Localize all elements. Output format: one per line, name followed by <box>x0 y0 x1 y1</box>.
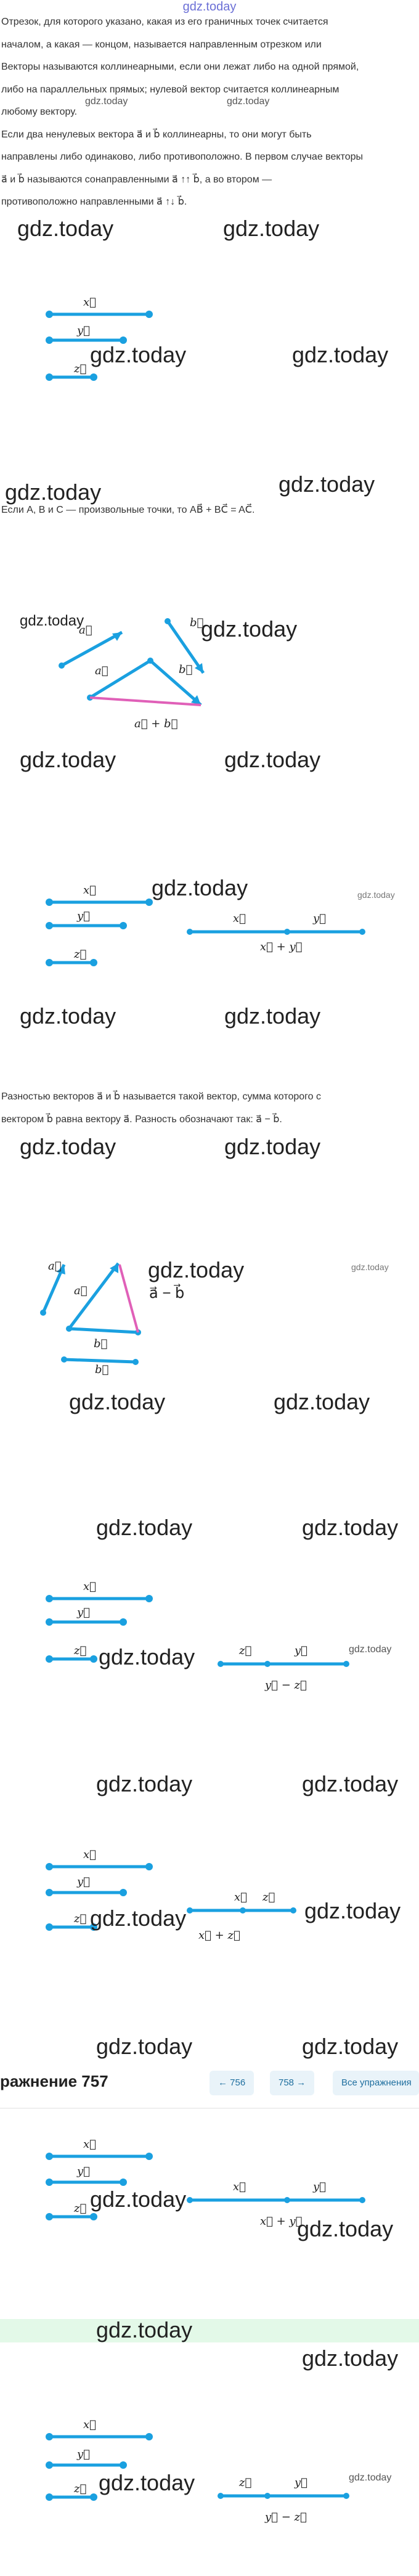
figure-difference-y-z <box>216 1639 357 1701</box>
label-a-minus-b: a⃗ − b⃗ <box>149 1285 185 1302</box>
label-z: z⃗ <box>74 948 87 961</box>
vector-point <box>59 662 65 669</box>
label-x: x⃗ <box>234 1891 247 1904</box>
label-z: z⃗ <box>74 1644 87 1657</box>
label-x: x⃗ <box>83 1580 96 1593</box>
label-y-minus-z: y⃗ − z⃗ <box>265 2511 307 2524</box>
watermark: gdz.today <box>90 1906 187 1931</box>
text-line: началом, а какая — концом, называется направленным отрезком или <box>1 39 322 50</box>
vector-point <box>120 1889 127 1896</box>
vector-point <box>145 1595 153 1602</box>
vector-point <box>218 2493 224 2499</box>
vector-point <box>46 2179 53 2186</box>
label-y: y⃗ <box>77 2448 90 2461</box>
vector-point <box>90 2493 97 2501</box>
label-b: b⃗ <box>95 1363 109 1376</box>
text-line: Векторы называются коллинеарными, если они лежат либо на одной прямой, <box>1 62 359 72</box>
vector-point <box>218 1661 224 1667</box>
vector-point <box>120 2179 127 2186</box>
watermark: gdz.today <box>96 1771 193 1796</box>
watermark: gdz.today <box>349 2472 392 2483</box>
vector-point <box>343 2493 349 2499</box>
vector-point <box>120 2461 127 2469</box>
label-y: y⃗ <box>313 2180 326 2193</box>
text-line: любому вектору. <box>1 107 78 117</box>
divider <box>0 2108 419 2109</box>
vector-point <box>46 2433 53 2440</box>
watermark: gdz.today <box>292 342 389 367</box>
vector-point <box>46 1923 53 1931</box>
vector-point <box>46 1863 53 1870</box>
vector-point <box>46 1595 53 1602</box>
vector-point <box>90 959 97 966</box>
label-x: x⃗ <box>83 2418 96 2431</box>
label-z: z⃗ <box>239 1644 252 1657</box>
label-b: b⃗ <box>190 616 204 629</box>
watermark: gdz.today <box>69 1389 166 1414</box>
label-z: z⃗ <box>239 2476 252 2489</box>
vector-point <box>343 1661 349 1667</box>
watermark: gdz.today <box>20 1134 116 1159</box>
vector-a <box>62 632 122 666</box>
watermark: gdz.today <box>5 479 102 505</box>
watermark: gdz.today <box>85 96 128 107</box>
label-y: y⃗ <box>77 1875 90 1888</box>
watermark: gdz.today <box>302 2034 399 2059</box>
highlight-strip <box>0 2319 419 2342</box>
label-z: z⃗ <box>74 362 87 375</box>
figure-sum-x-z <box>185 1886 308 1954</box>
figure-difference-y-z <box>216 2471 357 2533</box>
vector-point <box>120 1618 127 1626</box>
triangle-rule-text: Если A, B и C — произвольные точки, то AB⃗ + BC⃗ = AC⃗. <box>1 505 255 515</box>
vector-point <box>187 929 193 935</box>
label-x: x⃗ <box>83 2138 96 2151</box>
vector-point <box>145 2153 153 2160</box>
figure-sum-x-y <box>185 900 370 961</box>
watermark: gdz.today <box>99 2470 195 2495</box>
label-x: x⃗ <box>233 2180 246 2193</box>
vector-point <box>46 1655 53 1663</box>
vector-point <box>187 1907 193 1914</box>
vector-point <box>240 1907 246 1914</box>
vector-point <box>145 2433 153 2440</box>
vector-point <box>359 929 365 935</box>
watermark: gdz.today <box>227 96 270 107</box>
watermark: gdz.today <box>96 2034 193 2059</box>
watermark: gdz.today <box>17 216 114 241</box>
label-z: z⃗ <box>74 2202 87 2215</box>
vector-difference <box>120 1265 138 1332</box>
vector-point <box>132 1359 139 1365</box>
watermark: gdz.today <box>302 1515 399 1540</box>
label-x: x⃗ <box>83 1848 96 1861</box>
vector-point <box>359 2197 365 2203</box>
label-a: a⃗ <box>79 624 92 637</box>
watermark: gdz.today <box>224 1003 321 1029</box>
label-y: y⃗ <box>313 912 326 925</box>
label-x-plus-z: x⃗ + z⃗ <box>198 1929 240 1942</box>
text-line: Отрезок, для которого указано, какая из его граничных точек считается <box>1 17 328 27</box>
vector-point <box>90 373 97 381</box>
watermark: gdz.today <box>223 216 320 241</box>
vector-point <box>90 2213 97 2220</box>
vector-sum <box>90 698 201 705</box>
vector-point <box>46 373 53 381</box>
watermark: gdz.today <box>148 1257 245 1282</box>
watermark: gdz.today <box>224 1134 321 1159</box>
vector-point <box>46 1889 53 1896</box>
vector-point <box>187 2197 193 2203</box>
text-line: либо на параллельных прямых; нулевой вектор считается коллинеарным <box>1 84 340 95</box>
vector-b-placed <box>150 661 201 705</box>
vector-point <box>90 1655 97 1663</box>
figure-vectors-xyz <box>37 881 166 980</box>
site-logo[interactable]: gdz.today <box>182 0 237 14</box>
vector-point <box>145 311 153 318</box>
watermark: gdz.today <box>302 1771 399 1796</box>
vector-point <box>46 2493 53 2501</box>
label-z: z⃗ <box>74 1912 87 1925</box>
vector-point <box>46 959 53 966</box>
vector-point <box>46 899 53 906</box>
watermark: gdz.today <box>274 1389 370 1414</box>
vector-point <box>46 2461 53 2469</box>
watermark: gdz.today <box>99 1644 195 1669</box>
label-y: y⃗ <box>77 324 90 337</box>
watermark: gdz.today <box>357 890 395 900</box>
label-y: y⃗ <box>77 2165 90 2178</box>
vector-point <box>120 922 127 929</box>
label-z: z⃗ <box>74 2482 87 2495</box>
vector-point <box>46 336 53 344</box>
vector-point <box>61 1356 67 1363</box>
vector-point <box>40 1310 46 1316</box>
vector-point <box>145 1863 153 1870</box>
watermark: gdz.today <box>96 1515 193 1540</box>
label-a: a⃗ <box>95 664 108 677</box>
vector-point <box>264 1661 271 1667</box>
watermark: gdz.today <box>304 1898 401 1923</box>
watermark: gdz.today <box>96 2317 193 2342</box>
label-x-plus-y: x⃗ + y⃗ <box>260 2215 303 2228</box>
label-a-plus-b: a⃗ + b⃗ <box>134 717 178 730</box>
label-y: y⃗ <box>295 2476 307 2489</box>
vector-point <box>46 922 53 929</box>
vector-point <box>46 2153 53 2160</box>
watermark: gdz.today <box>302 2346 399 2371</box>
label-x: x⃗ <box>233 912 246 925</box>
figure-vectors-xyz <box>37 2416 166 2514</box>
vector-point <box>290 1907 296 1914</box>
text-line: Разностью векторов a⃗ и b⃗ называется такой вектор, сумма которого с <box>1 1091 321 1102</box>
figure-vectors-xyz <box>37 2135 166 2234</box>
vector-point <box>284 2197 290 2203</box>
watermark: gdz.today <box>279 471 375 497</box>
vector-b <box>64 1359 136 1362</box>
label-y: y⃗ <box>77 910 90 923</box>
watermark: gdz.today <box>90 342 187 367</box>
label-a: a⃗ <box>48 1260 62 1273</box>
watermark: gdz.today <box>20 1003 116 1029</box>
definition-text <box>1 11 417 214</box>
figure-difference-a-b <box>37 1251 160 1374</box>
watermark: gdz.today <box>20 747 116 772</box>
watermark: gdz.today <box>224 747 321 772</box>
text-line: Если два ненулевых вектора a⃗ и b⃗ коллинеарны, то они могут быть <box>1 129 312 140</box>
next-exercise-button[interactable]: 758 → <box>270 2071 314 2095</box>
text-line: противоположно направленными a⃗ ↑↓ b⃗. <box>1 197 187 207</box>
vector-point <box>284 929 290 935</box>
vector-point <box>165 618 171 624</box>
watermark: gdz.today <box>90 2187 187 2212</box>
vector-point <box>46 2213 53 2220</box>
vector-point <box>264 2493 271 2499</box>
watermark: gdz.today <box>351 1262 389 1272</box>
vector-b-placed <box>69 1329 138 1332</box>
watermark: gdz.today <box>297 2216 394 2241</box>
label-x: x⃗ <box>83 296 96 309</box>
difference-text <box>1 1086 417 1131</box>
label-y: y⃗ <box>77 1606 90 1619</box>
label-y: y⃗ <box>295 1644 307 1657</box>
label-b: b⃗ <box>179 663 193 676</box>
label-x-plus-y: x⃗ + y⃗ <box>260 940 303 953</box>
text-line: направлены либо одинаково, либо противоположно. В первом случае векторы <box>1 152 364 162</box>
label-x: x⃗ <box>83 884 96 897</box>
vector-point <box>46 311 53 318</box>
watermark: gdz.today <box>349 1644 392 1655</box>
label-z: z⃗ <box>262 1891 275 1904</box>
watermark: gdz.today <box>152 875 248 900</box>
watermark: gdz.today <box>201 616 298 642</box>
label-a: a⃗ <box>74 1284 87 1297</box>
watermark: gdz.today <box>20 613 84 629</box>
vector-point <box>46 1618 53 1626</box>
all-exercises-button[interactable]: Все упражнения <box>333 2071 419 2095</box>
text-line: вектором b⃗ равна вектору a⃗. Разность обозначают так: a⃗ − b⃗. <box>1 1114 282 1125</box>
exercise-title: ражнение 757 <box>0 2072 108 2090</box>
label-y-minus-z: y⃗ − z⃗ <box>265 1679 307 1692</box>
text-line: a⃗ и b⃗ называются сонаправленными a⃗ ↑↑ b⃗, а во втором — <box>1 174 272 185</box>
label-b: b⃗ <box>94 1337 108 1350</box>
prev-exercise-button[interactable]: ← 756 <box>210 2071 254 2095</box>
